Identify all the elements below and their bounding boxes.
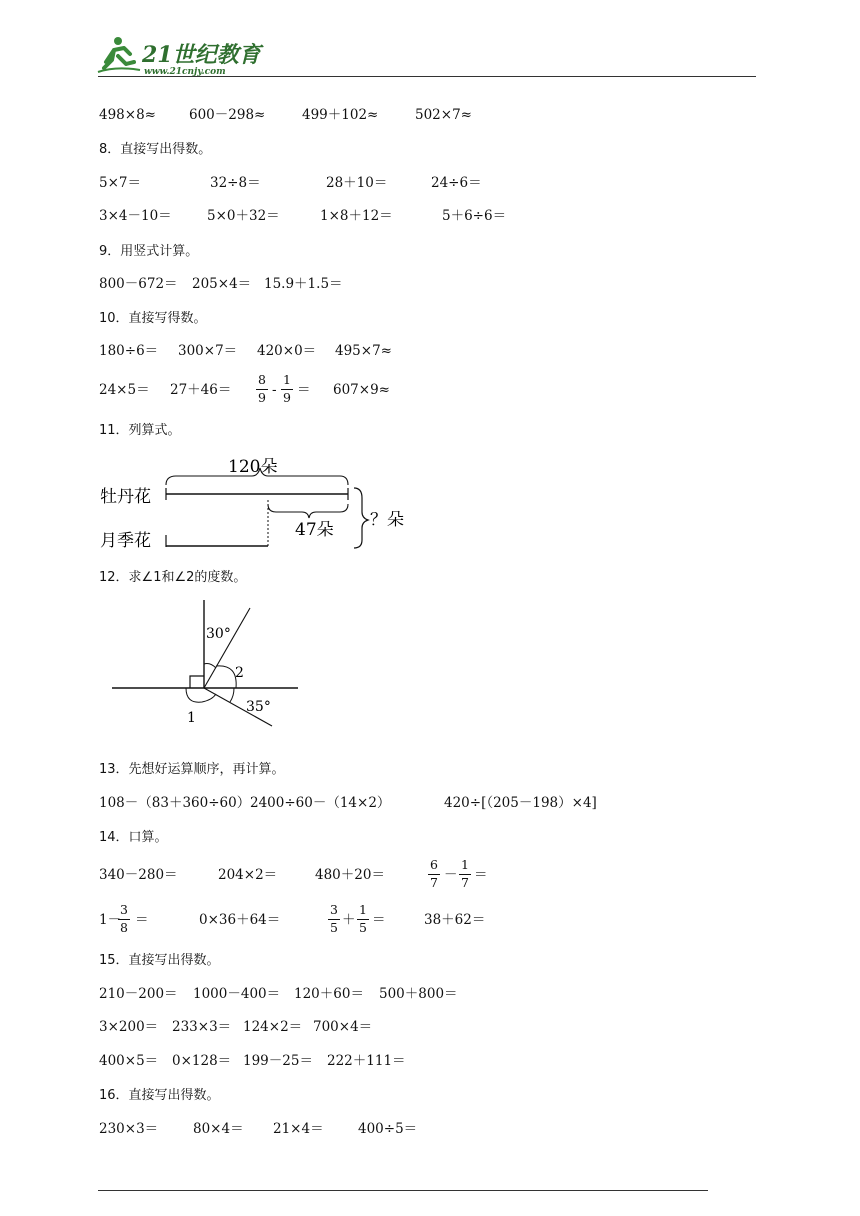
expr: 205×4＝ [192,276,252,292]
expr: 124×2＝ [243,1019,303,1035]
expr: 400×5＝ [99,1053,159,1069]
expr: 3×200＝ [99,1019,159,1035]
footer-rule [98,1190,708,1191]
fraction: $\frac{1}{9}$ [283,372,291,405]
expr: 800－672＝ [99,276,178,292]
expr: 340－280＝ [99,867,178,883]
expr: 495×7≈ [335,343,392,359]
expr: 420÷[（205－198）×4] [444,795,597,811]
logo-url: www.21cnjy.com [144,67,226,77]
expr: 498×8≈ [99,107,156,123]
angle-35-label: 35° [246,699,271,715]
question-title: 9．用竖式计算。 [99,244,199,259]
expr: 15.9＋1.5＝ [264,276,343,292]
fraction: $\frac{1}{7}$ [461,857,469,890]
expr: 233×3＝ [172,1019,232,1035]
expr: 5×0＋32＝ [207,208,280,224]
expr: 400÷5＝ [358,1121,418,1137]
fraction: $\frac{3}{5}$ [330,902,338,935]
arc-2 [216,666,236,688]
operator: ＋ [342,912,356,928]
expr: 120＋60＝ [294,986,364,1002]
equals: ＝ [474,867,488,883]
expr: 24÷6＝ [431,175,482,191]
expr: 3×4－10＝ [99,208,172,224]
total-label: ？朵 [370,510,404,530]
angle-2-label: 2 [235,665,244,681]
expr: 222＋111＝ [327,1053,406,1069]
angle-1-label: 1 [187,710,196,726]
expr: 600－298≈ [189,107,266,123]
expr: 0×36＋64＝ [199,912,281,928]
logo-text: 21世纪教育 [142,42,261,68]
expr: 27＋46＝ [170,382,232,398]
expr: 199－25＝ [243,1053,313,1069]
expr: 38＋62＝ [424,912,486,928]
arc-35 [230,688,234,702]
fraction: $\frac{1}{5}$ [359,902,367,935]
arc-1 [186,688,216,702]
expr: 28＋10＝ [326,175,388,191]
right-angle-mark [190,676,204,688]
expr-prefix: 1－ [99,912,122,928]
expr: 420×0＝ [257,343,317,359]
question-title: 16．直接写出得数。 [99,1088,220,1103]
angle-30-label: 30° [206,626,231,642]
equals: ＝ [135,912,149,928]
expr: 499＋102≈ [302,107,379,123]
question-title: 8．直接写出得数。 [99,142,212,157]
row-label-rose: 月季花 [100,531,151,551]
expr: 180÷6＝ [99,343,159,359]
expr: 230×3＝ [99,1121,159,1137]
operator: - [272,382,277,398]
difference-brace [268,504,348,518]
expr: 2400÷60－（14×2） [250,795,391,811]
question-title: 14．口算。 [99,830,168,845]
expr: 0×128＝ [172,1053,232,1069]
fraction: $\frac{8}{9}$ [258,372,266,405]
question-title: 15．直接写出得数。 [99,953,220,968]
fraction: $\frac{3}{8}$ [120,902,128,935]
expr: 80×4＝ [193,1121,244,1137]
question-title: 12．求∠1和∠2的度数。 [99,570,247,585]
runner-icon [98,37,140,72]
expr: 5＋6÷6＝ [442,208,507,224]
question-title: 13．先想好运算顺序，再计算。 [99,762,285,777]
expr: 300×7＝ [178,343,238,359]
expr: 24×5＝ [99,382,150,398]
expr: 1000－400＝ [193,986,281,1002]
question-title: 11．列算式。 [99,423,181,438]
difference-label: 47朵 [295,520,334,540]
expr: 1×8＋12＝ [320,208,393,224]
expr: 210－200＝ [99,986,178,1002]
total-length-label: 120朵 [228,457,278,477]
expr: 32÷8＝ [210,175,261,191]
row-label-peony: 牡丹花 [100,487,151,507]
equals: ＝ [372,912,386,928]
fraction: $\frac{6}{7}$ [430,857,438,890]
right-brace [354,488,368,548]
equals: ＝ [297,382,311,398]
header-rule [98,76,756,77]
logo [96,32,276,78]
expr: 700×4＝ [313,1019,373,1035]
expr: 607×9≈ [333,382,390,398]
expr: 502×7≈ [415,107,472,123]
angle-diagram [106,596,306,730]
line-segment-diagram [96,452,426,554]
arc-30 [204,664,216,669]
expr: 5×7＝ [99,175,141,191]
expr: 500＋800＝ [379,986,458,1002]
expr: 108－（83＋360÷60） [99,795,251,811]
expr: 480＋20＝ [315,867,385,883]
expr: 204×2＝ [218,867,278,883]
expr: 21×4＝ [273,1121,324,1137]
operator: － [444,867,458,883]
question-title: 10．直接写得数。 [99,311,207,326]
